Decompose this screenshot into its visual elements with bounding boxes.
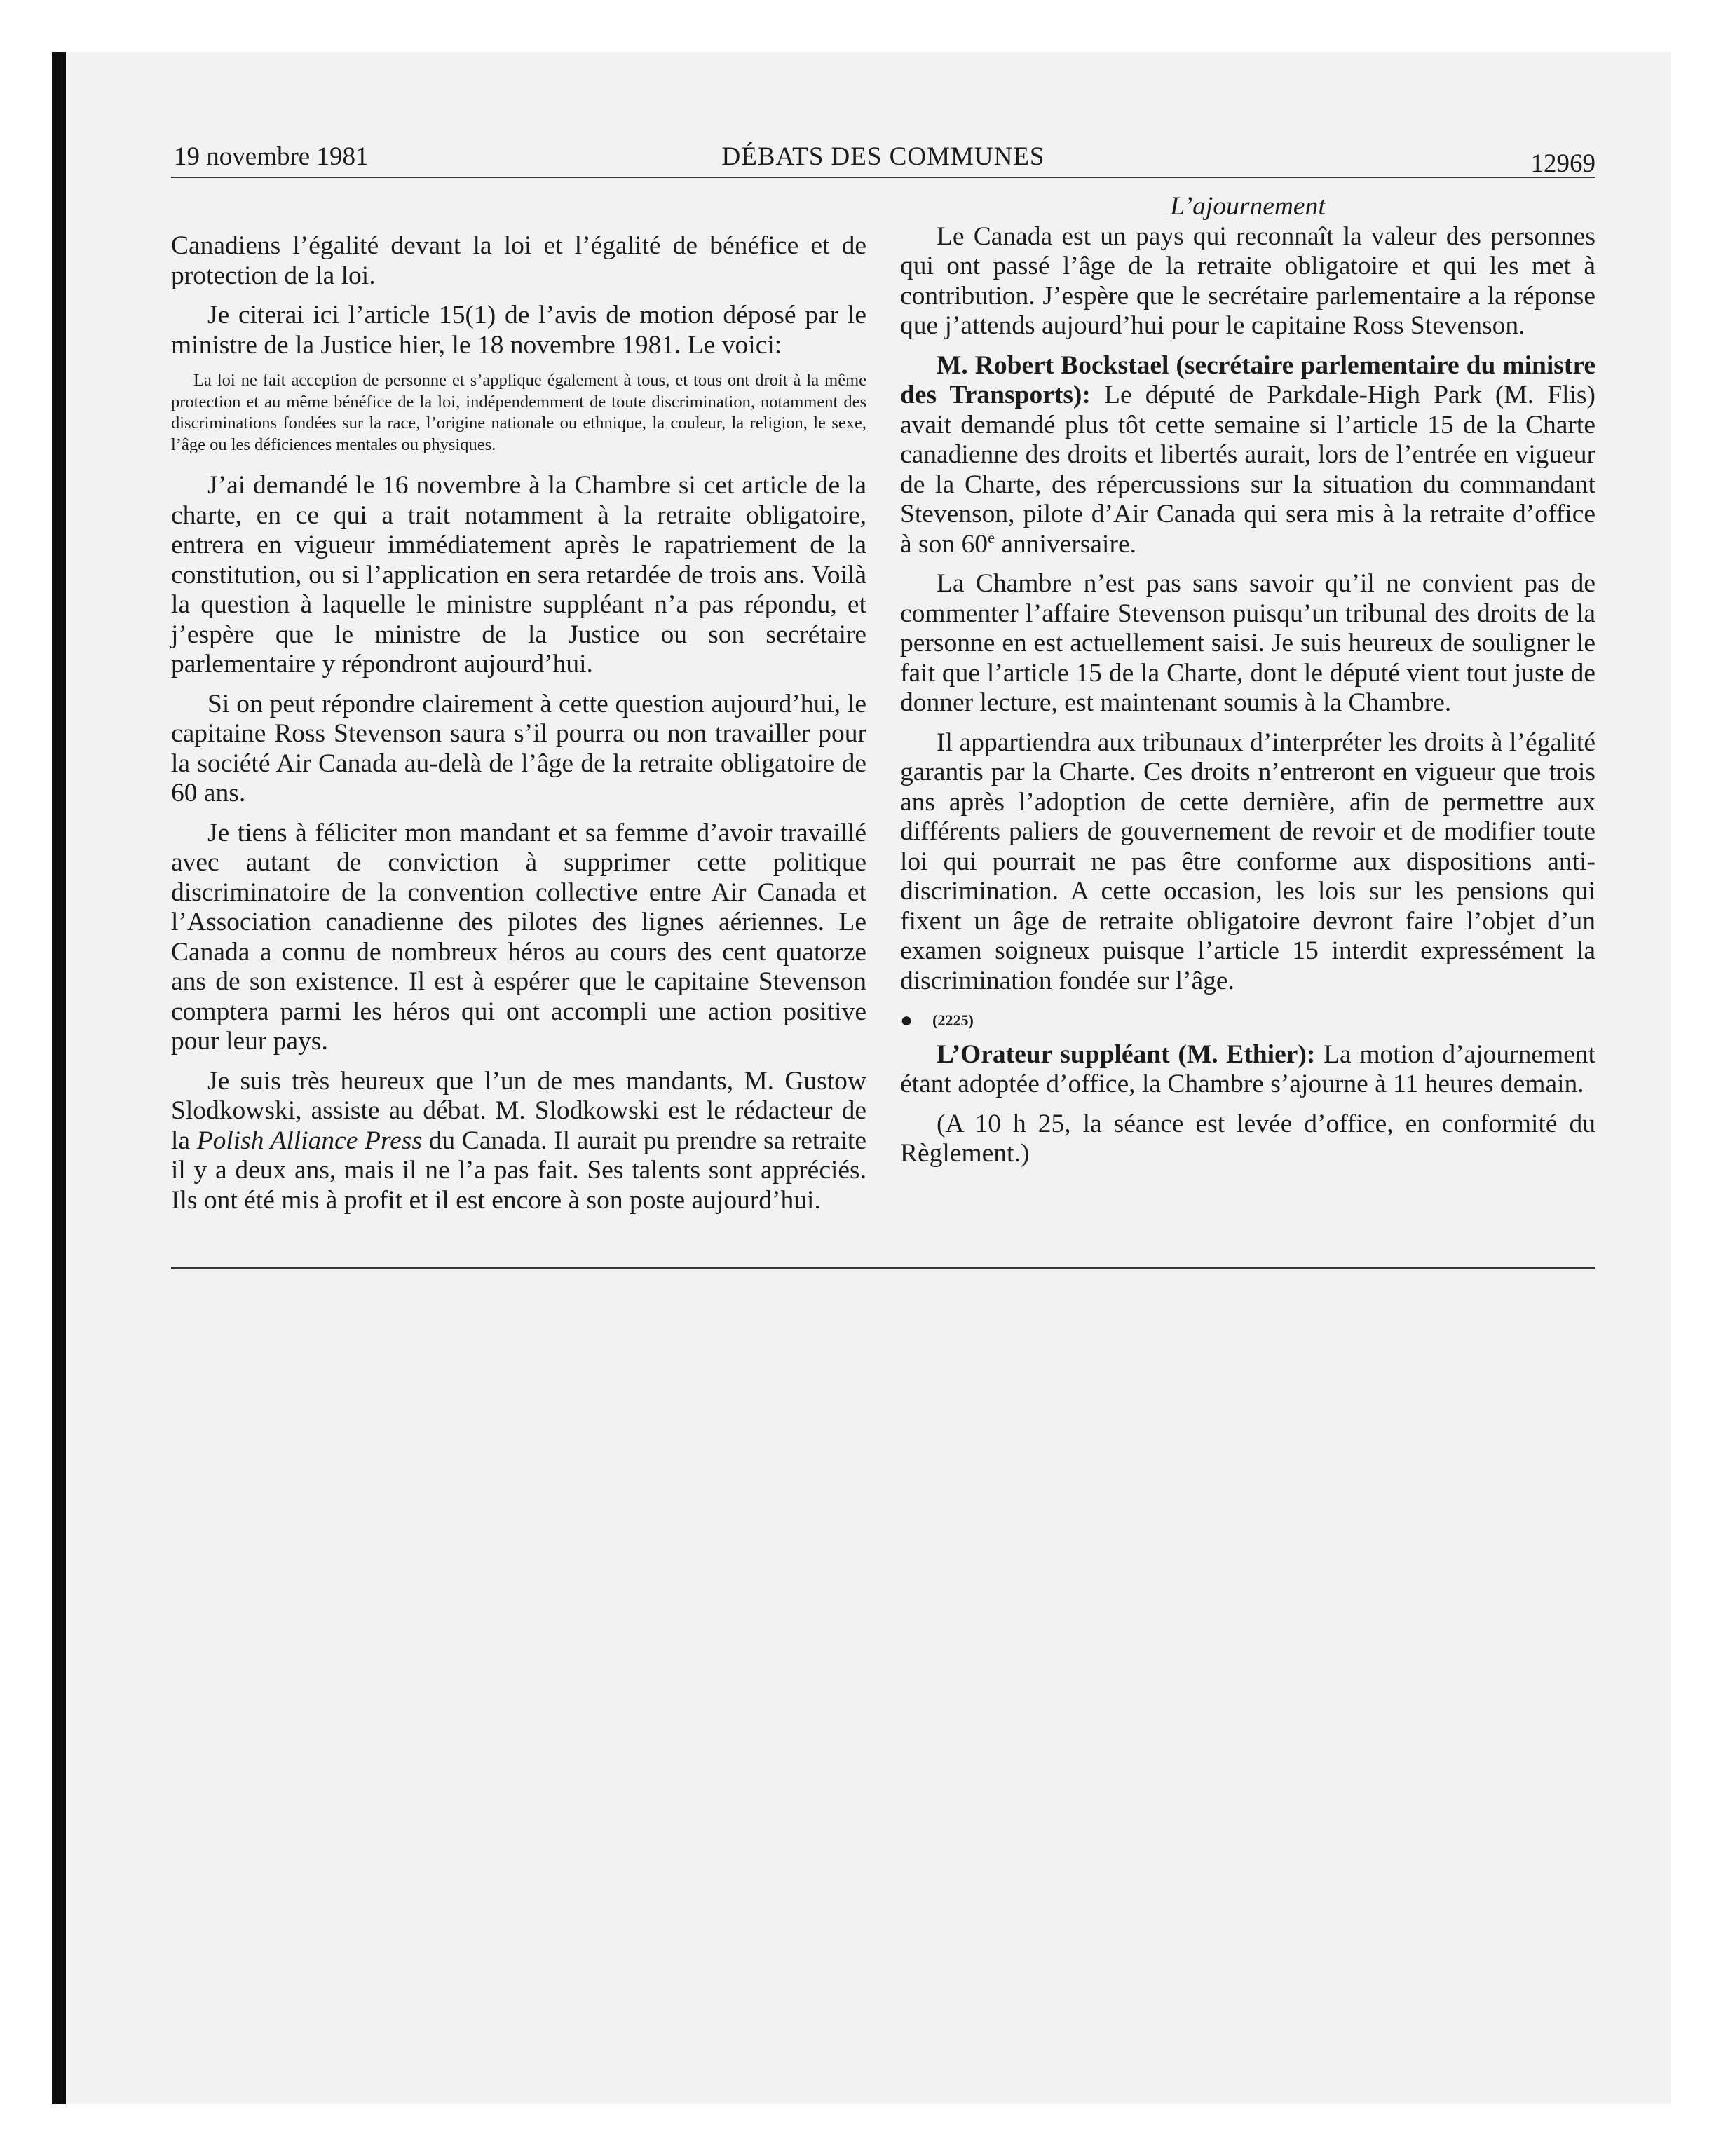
- time-stamp: (2225): [932, 1011, 974, 1029]
- speaker-name: L’Orateur suppléant (M. Ethier):: [937, 1039, 1316, 1069]
- paragraph: Canadiens l’égalité devant la loi et l’égalité de bénéfice et de protection de la loi.: [171, 231, 866, 290]
- paragraph: [171, 1067, 866, 1216]
- page-number: 12969: [1530, 149, 1595, 178]
- scan-edge: [52, 52, 66, 2104]
- paragraph: [900, 1040, 1595, 1100]
- speaker-name: M. Robert Bockstael (secrétaire parlementaire du ministre des Transports):: [900, 350, 1595, 409]
- text-run: Je suis très heureux que l’un de mes mandants, M. Gustow Slodkowski, assiste au débat. M. Slodkowski est le rédacteur de la: [171, 1066, 866, 1155]
- end-rule: [171, 1267, 1595, 1269]
- paragraph: Si on peut répondre clairement à cette question aujourd’hui, le capitaine Ross Stevenson saura s’il pourra ou non travailler pour la société Air Canada au-delà de l’âge de la retraite obligatoire de 60 ans.: [171, 689, 866, 807]
- superscript: e: [988, 528, 995, 546]
- right-column: [900, 192, 1595, 1179]
- text-run: La motion d’ajournement étant adoptée d’office, la Chambre s’ajourne à 11 heures demain.: [900, 1039, 1595, 1098]
- left-column: [171, 231, 866, 1225]
- text-run: Le député de Parkdale-High Park (M. Flis) avait demandé plus tôt cette semaine si l’article 15 de la Charte canadienne des droits et libertés aurait, lors de l’entrée en vigueur de la Charte, des répercussions sur la situation du commandant Stevenson, pilote d’Air Canada qui sera mis à la retraite d’office à son 60: [900, 381, 1596, 559]
- paragraph: Il appartiendra aux tribunaux d’interpréter les droits à l’égalité garantis par la Charte. Ces droits n’entreront en vigueur que trois ans après l’adoption de cette dernière, afin de permettre aux différents paliers de gouvernement de revoir et de modifier toute loi qui pourrait ne pas être conforme aux dispositions anti-discrimination. A cette occasion, les lois sur les pensions qui fixent un âge de retraite obligatoire devront faire l’objet d’un examen soigneux puisque l’article 15 interdit expressément la discrimination fondée sur l’âge.: [900, 728, 1595, 995]
- text-run: du Canada. Il aurait pu prendre sa retraite il y a deux ans, mais il ne l’a pas fait. Ses talents sont appréciés. Ils ont été mis à profit et il est encore à son poste aujourd’hui.: [171, 1126, 866, 1215]
- header-title: DÉBATS DES COMMUNES: [721, 142, 1045, 171]
- section-title: L’ajournement: [1170, 192, 1326, 221]
- paragraph: Je citerai ici l’article 15(1) de l’avis de motion déposé par le ministre de la Justice hier, le 18 novembre 1981. Le voici:: [171, 301, 866, 360]
- time-marker: [900, 1006, 1595, 1036]
- bullet-icon: ●: [900, 1009, 913, 1032]
- paragraph: Je tiens à féliciter mon mandant et sa femme d’avoir travaillé avec autant de conviction à supprimer cette politique discriminatoire de la convention collective entre Air Canada et l’Association canadienne des pilotes des lignes aériennes. Le Canada a connu de nombreux héros au cours des cent quatorze ans de son existence. Il est à espérer que le capitaine Stevenson comptera parmi les héros qui ont accompli une action positive pour leur pays.: [171, 818, 866, 1056]
- text-run: anniversaire.: [995, 529, 1136, 559]
- paragraph: La Chambre n’est pas sans savoir qu’il ne convient pas de commenter l’affaire Stevenson puisqu’un tribunal des droits de la personne en est actuellement saisi. Je suis heureux de souligner le fait que l’article 15 de la Charte, dont le député vient tout juste de donner lecture, est maintenant soumis à la Chambre.: [900, 569, 1595, 717]
- page-header: [171, 139, 1595, 178]
- paragraph: (A 10 h 25, la séance est levée d’office, en conformité du Règlement.): [900, 1109, 1595, 1168]
- paragraph: [900, 351, 1595, 560]
- paragraph: J’ai demandé le 16 novembre à la Chambre si cet article de la charte, en ce qui a trait notamment à la retraite obligatoire, entrera en vigueur immédiatement après le rapatriement de la constitution, ou si l’application en sera retardée de trois ans. Voilà la question à laquelle le ministre suppléant n’a pas répondu, et j’espère que le ministre de la Justice ou son secrétaire parlementaire y répondront aujourd’hui.: [171, 471, 866, 678]
- publication-name: Polish Alliance Press: [196, 1126, 422, 1155]
- paragraph: Le Canada est un pays qui reconnaît la valeur des personnes qui ont passé l’âge de la retraite obligatoire et qui les met à contribution. J’espère que le secrétaire parlementaire a la réponse que j’attends aujourd’hui pour le capitaine Ross Stevenson.: [900, 221, 1595, 340]
- header-date: 19 novembre 1981: [174, 142, 369, 171]
- charter-quote: La loi ne fait acception de personne et s’applique également à tous, et tous ont droit à la même protection et au même bénéfice de la loi, indépendemment de toute discrimination, notamment des discriminations fondées sur la race, l’origine nationale ou ethnique, la couleur, la religion, le sexe, l’âge ou les déficiences mentales ou physiques.: [171, 371, 866, 454]
